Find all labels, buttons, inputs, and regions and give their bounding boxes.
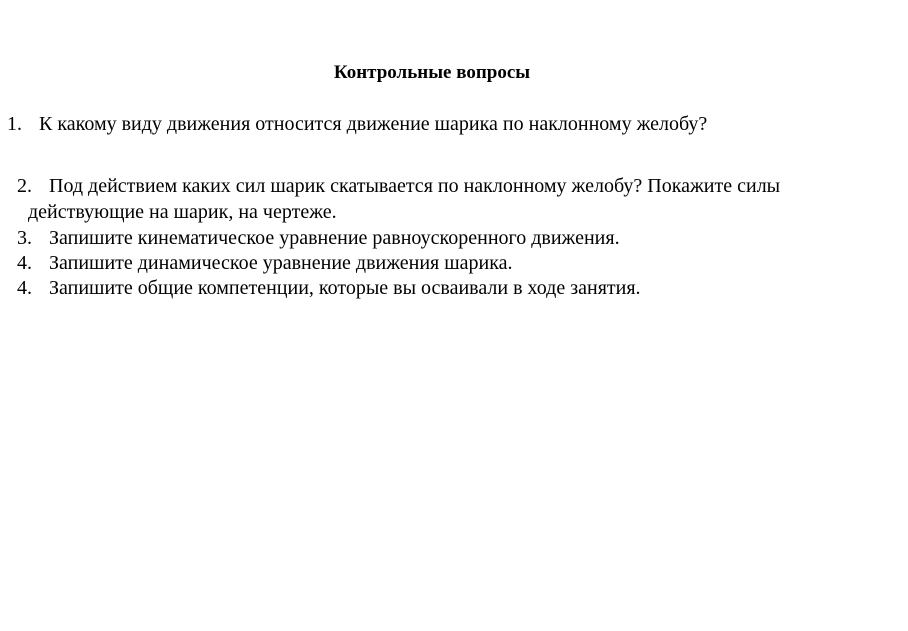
question-number: 3. [17, 227, 32, 249]
question-text-continuation: действующие на шарик, на чертеже. [28, 201, 337, 223]
question-text: Запишите кинематическое уравнение равноускоренного движения. [49, 227, 620, 249]
question-number: 2. [17, 175, 32, 197]
question-number: 4. [17, 277, 32, 299]
question-text: Под действием каких сил шарик скатывается по наклонному желобу? Покажите силы [49, 175, 781, 197]
document-title: Контрольные вопросы [333, 62, 531, 83]
question-item-4 [17, 251, 513, 276]
question-item-3 [17, 226, 620, 251]
question-text: Запишите динамическое уравнение движения шарика. [49, 252, 513, 274]
question-number: 1. [7, 113, 22, 135]
question-number: 4. [17, 252, 32, 274]
question-text: Запишите общие компетенции, которые вы осваивали в ходе занятия. [49, 277, 641, 299]
question-item-5 [17, 276, 641, 301]
question-item-2 [17, 174, 780, 199]
question-item-1 [7, 112, 707, 137]
question-text: К какому виду движения относится движение шарика по наклонному желобу? [39, 113, 708, 135]
